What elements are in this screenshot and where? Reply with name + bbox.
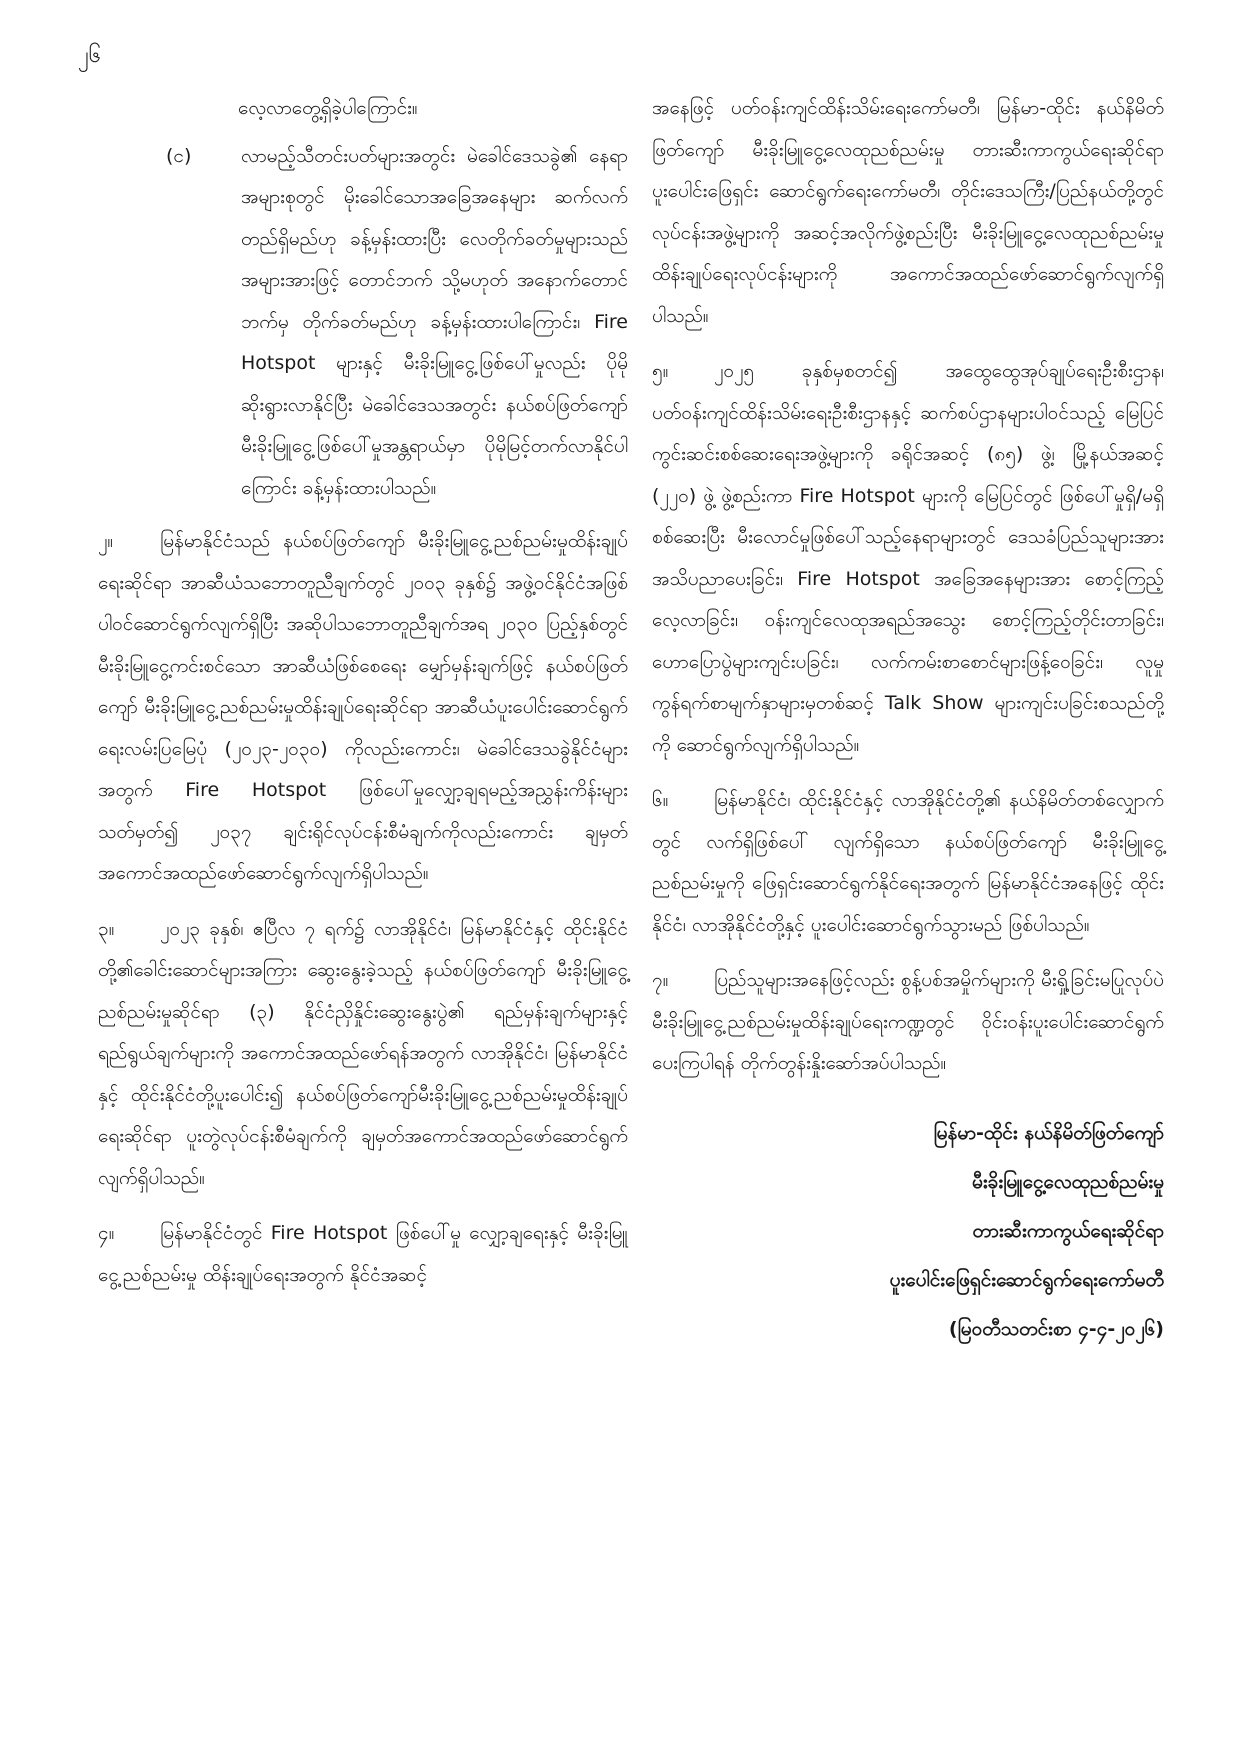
paragraph-text: မြန်မာနိုင်ငံသည် နယ်စပ်ဖြတ်ကျော် မီးခိုးမြူငွေ့ညစ်ညမ်းမှုထိန်းချုပ်ရေးဆိုင်ရာ အာဆီယံသဘောတူညီချက်တွင် ၂၀၀၃ ခုနှစ်၌ အဖွဲ့ဝင်နိုင်ငံအဖြစ် ပါဝင်ဆောင်ရွက်လျက်ရှိပြီး အဆိုပါသဘောတူညီချက်အရ ၂၀၃၀ ပြည့်နှစ်တွင် မီးခိုးမြူငွေ့ကင်းစင်သော အာဆီယံဖြစ်စေရေး မျှော်မှန်းချက်ဖြင့် နယ်စပ်ဖြတ်ကျော် မီးခိုးမြူငွေ့ညစ်ညမ်းမှုထိန်းချုပ်ရေးဆိုင်ရာ အာဆီယံပူးပေါင်းဆောင်ရွက်ရေးလမ်းပြမြေပုံ (၂၀၂၃-၂၀၃၀) ကိုလည်းကောင်း၊ မဲခေါင်ဒေသခွဲနိုင်ငံများအတွက် Fire Hotspot ဖြစ်ပေါ်မှုလျှော့ချရမည့်အညွှန်းကိန်းများသတ်မှတ်၍ ၂၀၃၇ ချင်းရိုင်လုပ်ငန်းစီမံချက်ကိုလည်းကောင်း ချမှတ်အကောင်အထည်ဖော်ဆောင်ရွက်လျက်ရှိပါသည်။ <box>98 530 628 884</box>
paragraph-number: ၃။ <box>98 917 115 940</box>
right-column <box>652 88 1164 1354</box>
paragraph <box>98 1213 628 1296</box>
paragraph-text: မြန်မာနိုင်ငံတွင် Fire Hotspot ဖြစ်ပေါ်မှု လျှော့ချရေးနှင့် မီးခိုးမြူငွေ့ညစ်ညမ်းမှု ထိန်းချုပ်ရေးအတွက် နိုင်ငံအဆင့် <box>98 1222 628 1286</box>
paragraph-number: ၄။ <box>98 1222 115 1244</box>
paragraph-number: ၅။ <box>652 360 669 382</box>
publication-date: (မြဝတီသတင်းစာ ၄-၄-၂၀၂၆) <box>948 1317 1164 1340</box>
continuation-text: လေ့လာတွေ့ရှိခဲ့ပါကြောင်း။ <box>238 97 418 119</box>
paragraph-number: ၆။ <box>652 789 669 811</box>
page-number: ၂၆ <box>78 43 102 68</box>
paragraph-text: ၂၀၂၃ ခုနှစ်၊ ဧပြီလ ၇ ရက်၌ လာအိုနိုင်ငံ၊ မြန်မာနိုင်ငံနှင့် ထိုင်းနိုင်ငံတို့၏ခေါင်းဆောင်များအကြား ဆွေးနွေးခဲ့သည့် နယ်စပ်ဖြတ်ကျော် မီးခိုးမြူငွေ့ညစ်ညမ်းမှုဆိုင်ရာ (၃) နိုင်ငံညှိနှိုင်းဆွေးနွေးပွဲ၏ ရည်မှန်းချက်များနှင့် ရည်ရွယ်ချက်များကို အကောင်အထည်ဖော်ရန်အတွက် လာအိုနိုင်ငံ၊ မြန်မာနိုင်ငံနှင့် ထိုင်းနိုင်ငံတို့ပူးပေါင်း၍ နယ်စပ်ဖြတ်ကျော်မီးခိုးမြူငွေ့ညစ်ညမ်းမှုထိန်းချုပ်ရေးဆိုင်ရာ ပူးတွဲလုပ်ငန်းစီမံချက်ကို ချမှတ်အကောင်အထည်ဖော်ဆောင်ရွက်လျက်ရှိပါသည်။ <box>98 917 628 1189</box>
sub-item-text: လာမည့်သီတင်းပတ်များအတွင်း မဲခေါင်ဒေသခွဲ၏ နေရာအများစုတွင် မိုးခေါင်သောအခြေအနေများ ဆက်လက်တည်ရှိမည်ဟု ခန့်မှန်းထားပြီး လေတိုက်ခတ်မှုများသည် အများအားဖြင့် တောင်ဘက် သို့မဟုတ် အနောက်တောင်ဘက်မှ တိုက်ခတ်မည်ဟု ခန့်မှန်းထားပါကြောင်း၊ Fire Hotspot များနှင့် မီးခိုးမြူငွေ့ဖြစ်ပေါ်မှုလည်း ပိုမိုဆိုးရွားလာနိုင်ပြီး မဲခေါင်ဒေသအတွင်း နယ်စပ်ဖြတ်ကျော် မီးခိုးမြူငွေ့ဖြစ်ပေါ်မှုအန္တရာယ်မှာ ပိုမိုမြင့်တက်လာနိုင်ပါကြောင်း ခန့်မှန်းထားပါသည်။ <box>241 144 628 499</box>
paragraph-number: ၇။ <box>652 969 669 991</box>
signature-line: မြန်မာ-ထိုင်း နယ်နိမိတ်ဖြတ်ကျော် <box>933 1121 1164 1144</box>
sub-item-label: (င) <box>166 144 192 167</box>
sub-item <box>98 136 628 510</box>
paragraph-text: မြန်မာနိုင်ငံ၊ ထိုင်းနိုင်ငံနှင့် လာအိုနိုင်ငံတို့၏ နယ်နိမိတ်တစ်လျှောက်တွင် လက်ရှိဖြစ်ပေါ် လျက်ရှိသော နယ်စပ်ဖြတ်ကျော် မီးခိုးမြူငွေ့ညစ်ညမ်းမှုကို ဖြေရှင်းဆောင်ရွက်နိုင်ရေးအတွက် မြန်မာနိုင်ငံအနေဖြင့် ထိုင်းနိုင်ငံ၊ လာအိုနိုင်ငံတို့နှင့် ပူးပေါင်းဆောင်ရွက်သွားမည် ဖြစ်ပါသည်။ <box>652 789 1164 936</box>
continuation-text: အနေဖြင့် ပတ်ဝန်းကျင်ထိန်းသိမ်းရေးကော်မတီ၊ မြန်မာ-ထိုင်း နယ်နိမိတ်ဖြတ်ကျော် မီးခိုးမြူငွေ့လေထုညစ်ညမ်းမှု တားဆီးကာကွယ်ရေးဆိုင်ရာ ပူးပေါင်းဖြေရှင်း ဆောင်ရွက်ရေးကော်မတီ၊ တိုင်းဒေသကြီး/ပြည်နယ်တို့တွင် လုပ်ငန်းအဖွဲ့များကို အဆင့်အလိုက်ဖွဲ့စည်းပြီး မီးခိုးမြူငွေ့လေထုညစ်ညမ်းမှု ထိန်းချုပ်ရေးလုပ်ငန်းများကို အကောင်အထည်ဖော်ဆောင်ရွက်လျက်ရှိပါသည်။ <box>652 97 1164 327</box>
paragraph <box>98 521 628 895</box>
signature-line: ပူးပေါင်းဖြေရှင်းဆောင်ရွက်ရေးကော်မတီ <box>889 1268 1164 1291</box>
paragraph <box>652 960 1164 1085</box>
paragraph-number: ၂။ <box>98 530 114 552</box>
signature-block <box>652 1109 1164 1354</box>
paragraph-text: ပြည်သူများအနေဖြင့်လည်း စွန့်ပစ်အမှိုက်များကို မီးရှို့ခြင်းမပြုလုပ်ပဲ မီးခိုးမြူငွေ့ညစ်ညမ်းမှုထိန်းချုပ်ရေးကဏ္ဍတွင် ဝိုင်းဝန်းပူးပေါင်းဆောင်ရွက်ပေးကြပါရန် တိုက်တွန်းနှိုးဆော်အပ်ပါသည်။ <box>652 969 1164 1074</box>
paragraph <box>98 909 628 1200</box>
paragraph-text: ၂၀၂၅ ခုနှစ်မှစတင်၍ အထွေထွေအုပ်ချုပ်ရေးဦးစီးဌာန၊ ပတ်ဝန်းကျင်ထိန်းသိမ်းရေးဦးစီးဌာနနှင့် ဆက်စပ်ဌာနများပါဝင်သည့် မြေပြင်ကွင်းဆင်းစစ်ဆေးရေးအဖွဲ့များကို ခရိုင်အဆင့် (၈၅) ဖွဲ့၊ မြို့နယ်အဆင့် (၂၂၀) ဖွဲ့ ဖွဲ့စည်းကာ Fire Hotspot များကို မြေပြင်တွင် ဖြစ်ပေါ်မှုရှိ/မရှိ စစ်ဆေးပြီး မီးလောင်မှုဖြစ်ပေါ်သည့်နေရာများတွင် ဒေသခံပြည်သူများအား အသိပညာပေးခြင်း၊ Fire Hotspot အခြေအနေများအား စောင့်ကြည့်လေ့လာခြင်း၊ ဝန်းကျင်လေထုအရည်အသွေး စောင့်ကြည့်တိုင်းတာခြင်း၊ ဟောပြောပွဲများကျင်းပခြင်း၊ လက်ကမ်းစာစောင်များဖြန့်ဝေခြင်း၊ လူမှုကွန်ရက်စာမျက်နှာများမှတစ်ဆင့် Talk Show များကျင်းပခြင်းစသည်တို့ကို ဆောင်ရွက်လျက်ရှိပါသည်။ <box>652 360 1164 756</box>
paragraph <box>652 351 1164 766</box>
signature-line: တားဆီးကာကွယ်ရေးဆိုင်ရာ <box>972 1219 1164 1242</box>
signature-line: မီးခိုးမြူငွေ့လေထုညစ်ညမ်းမှု <box>971 1170 1164 1193</box>
paragraph <box>652 780 1164 946</box>
left-column <box>98 88 628 1310</box>
